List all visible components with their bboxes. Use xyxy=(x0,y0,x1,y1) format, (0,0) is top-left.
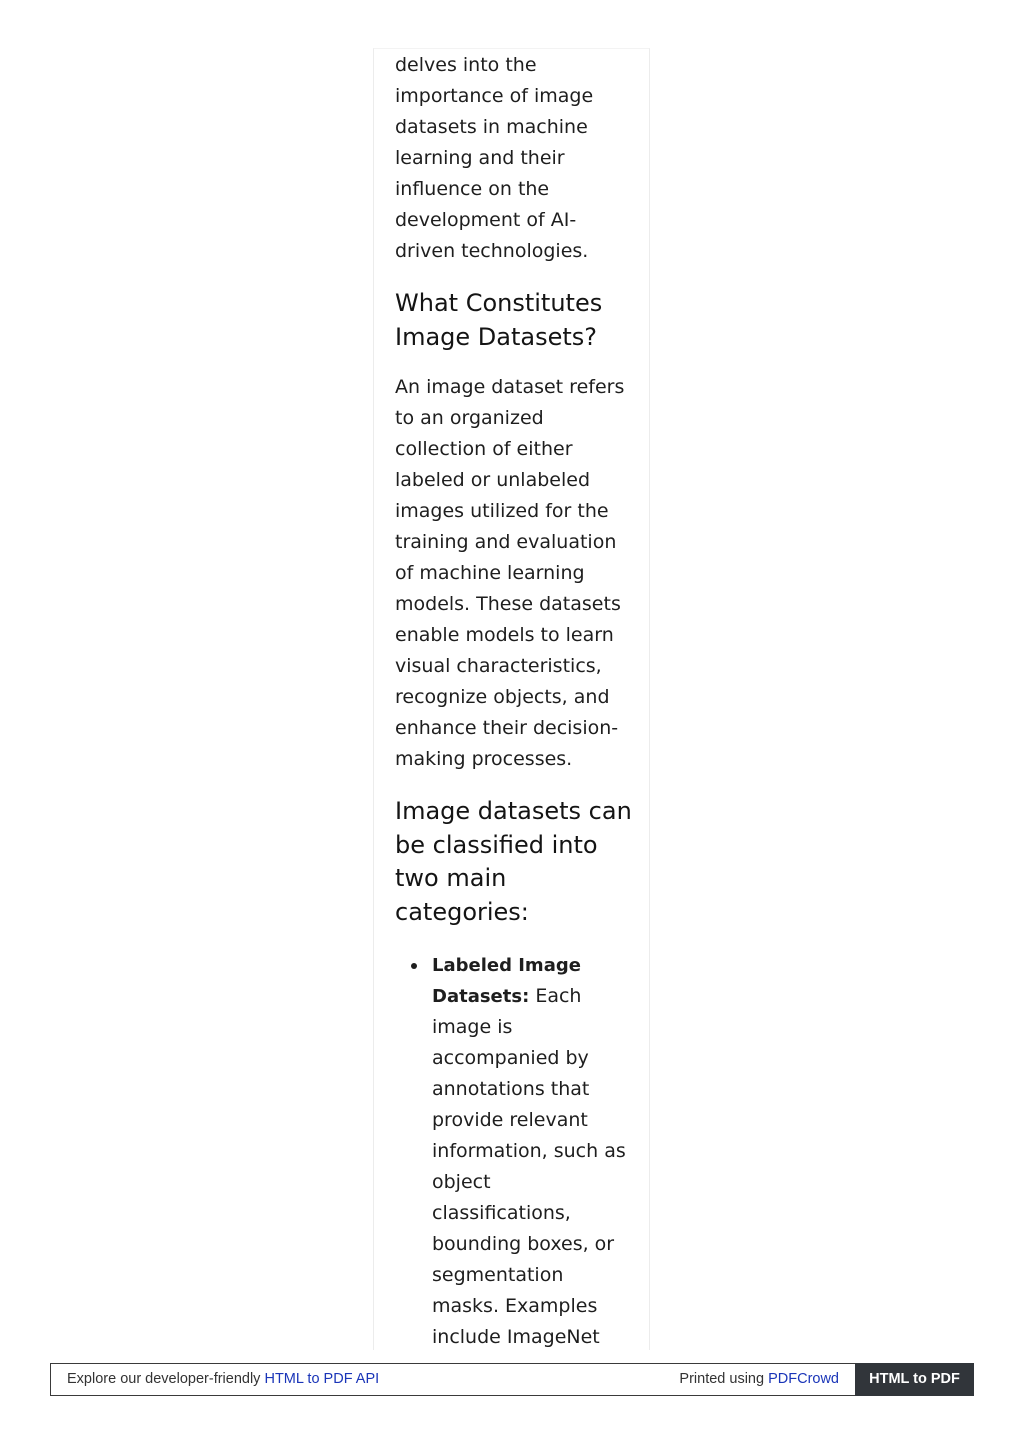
category-list xyxy=(395,950,635,1350)
article-column xyxy=(373,48,650,1350)
intro-paragraph: delves into the importance of image datasets in machine learning and their influence on the development of AI-driven technologies. xyxy=(395,54,594,262)
footer-promo-text: Explore our developer-friendly xyxy=(67,1371,265,1387)
list-item-text: Each image is accompanied by annotations that provide relevant information, such as object classifications, bounding boxes, or segmentation masks. Examples include ImageNet xyxy=(432,985,626,1348)
pdfcrowd-link[interactable]: PDFCrowd xyxy=(768,1371,839,1387)
footer-printed-text: Printed using xyxy=(679,1371,769,1387)
bullet-icon xyxy=(411,963,417,969)
list-item-term: Labeled Image Datasets: xyxy=(432,955,581,1007)
html-to-pdf-api-link[interactable]: HTML to PDF API xyxy=(264,1371,380,1387)
article-body xyxy=(395,49,635,1350)
section-heading-constitutes: What Constitutes Image Datasets? xyxy=(395,289,603,351)
pdfcrowd-footer xyxy=(50,1363,974,1396)
html-to-pdf-button[interactable]: HTML to PDF xyxy=(855,1363,974,1396)
definition-paragraph: An image dataset refers to an organized collection of either labeled or unlabeled images utilized for the training and evaluation of machine learning models. These datasets enable models to learn visual characteristics, recognize objects, and enhance their decision-making processes. xyxy=(395,376,625,770)
list-item xyxy=(395,950,628,1350)
section-heading-categories: Image datasets can be classified into two main categories: xyxy=(395,797,632,926)
footer-promo xyxy=(67,1364,379,1395)
footer-printed-using xyxy=(679,1364,839,1395)
